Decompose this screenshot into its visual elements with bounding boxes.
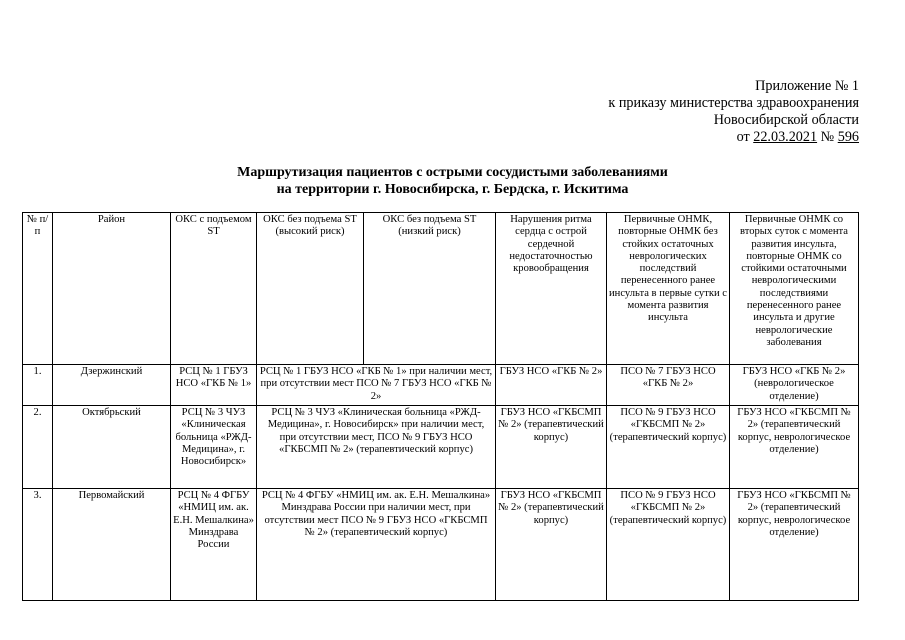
- row-oks-st: РСЦ № 1 ГБУЗ НСО «ГКБ № 1»: [171, 365, 257, 406]
- row-rhythm: ГБУЗ НСО «ГКБСМП № 2» (терапевтический корпус): [496, 489, 607, 601]
- routing-table: [22, 212, 859, 601]
- appendix-line-4: [608, 129, 859, 146]
- row-onmk-first-day: ПСО № 7 ГБУЗ НСО «ГКБ № 2»: [607, 365, 730, 406]
- row-oks-no-st: РСЦ № 1 ГБУЗ НСО «ГКБ № 1» при наличии мест, при отсутствии мест ПСО № 7 ГБУЗ НСО «ГКБ № 2»: [257, 365, 496, 406]
- row-oks-no-st: РСЦ № 3 ЧУЗ «Клиническая больница «РЖД-Медицина», г. Новосибирск» при наличии мест, при отсутствии мест, ПСО № 9 ГБУЗ НСО «ГКБСМП № 2» (терапевтический корпус): [257, 406, 496, 489]
- row-oks-st: РСЦ № 4 ФГБУ «НМИЦ им. ак. Е.Н. Мешалкина» Минздрава России: [171, 489, 257, 601]
- order-number-sign: №: [817, 129, 838, 145]
- appendix-line-3: Новосибирской области: [713, 112, 859, 128]
- row-onmk-second-day: ГБУЗ НСО «ГКБ № 2» (неврологическое отделение): [730, 365, 859, 406]
- title-line-1: Маршрутизация пациентов с острыми сосудистыми заболеваниями: [237, 165, 668, 180]
- order-date-prefix: от: [736, 129, 754, 145]
- header-cell-district: Район: [53, 213, 171, 365]
- header-cell-onmk-first-day: Первичные ОНМК, повторные ОНМК без стойких остаточных неврологических последствий перенесенного ранее инсульта в первые сутки с момента развития инсульта: [607, 213, 730, 365]
- table-header-row: [23, 213, 859, 365]
- document-title: [0, 164, 905, 198]
- row-onmk-second-day: ГБУЗ НСО «ГКБСМП № 2» (терапевтический корпус, неврологическое отделение): [730, 489, 859, 601]
- row-number: 1.: [23, 365, 53, 406]
- row-rhythm: ГБУЗ НСО «ГКБСМП № 2» (терапевтический корпус): [496, 406, 607, 489]
- title-line-2: на территории г. Новосибирска, г. Бердска, г. Искитима: [276, 182, 629, 197]
- row-onmk-first-day: ПСО № 9 ГБУЗ НСО «ГКБСМП № 2» (терапевтический корпус): [607, 406, 730, 489]
- header-cell-oks-high-risk: ОКС без подъема ST (высокий риск): [257, 213, 364, 365]
- header-cell-rhythm: Нарушения ритма сердца с острой сердечной недостаточностью кровообращения: [496, 213, 607, 365]
- row-number: 3.: [23, 489, 53, 601]
- row-onmk-first-day: ПСО № 9 ГБУЗ НСО «ГКБСМП № 2» (терапевтический корпус): [607, 489, 730, 601]
- order-number: 596: [837, 129, 859, 145]
- header-cell-oks-low-risk: ОКС без подъема ST (низкий риск): [364, 213, 496, 365]
- order-date: 22.03.2021: [753, 129, 818, 145]
- appendix-header: [608, 78, 859, 146]
- row-oks-st: РСЦ № 3 ЧУЗ «Клиническая больница «РЖД-Медицина», г. Новосибирск»: [171, 406, 257, 489]
- row-onmk-second-day: ГБУЗ НСО «ГКБСМП № 2» (терапевтический корпус, неврологическое отделение): [730, 406, 859, 489]
- row-rhythm: ГБУЗ НСО «ГКБ № 2»: [496, 365, 607, 406]
- table-row: [23, 489, 859, 601]
- row-district: Дзержинский: [53, 365, 171, 406]
- table-row: [23, 406, 859, 489]
- header-cell-onmk-second-day: Первичные ОНМК со вторых суток с момента развития инсульта, повторные ОНМК со стойкими остаточными неврологическими последствиями перенесенного ранее инсульта и другие неврологические заболевания: [730, 213, 859, 365]
- appendix-line-1: Приложение № 1: [755, 78, 859, 94]
- row-number: 2.: [23, 406, 53, 489]
- row-district: Октябрьский: [53, 406, 171, 489]
- row-district: Первомайский: [53, 489, 171, 601]
- header-cell-oks-st: ОКС с подъемом ST: [171, 213, 257, 365]
- table-row: [23, 365, 859, 406]
- appendix-line-2: к приказу министерства здравоохранения: [608, 95, 859, 111]
- row-oks-no-st: РСЦ № 4 ФГБУ «НМИЦ им. ак. Е.Н. Мешалкина» Минздрава России при наличии мест, при отсутствии мест ПСО № 9 ГБУЗ НСО «ГКБСМП № 2» (терапевтический корпус): [257, 489, 496, 601]
- header-cell-number: № п/п: [23, 213, 53, 365]
